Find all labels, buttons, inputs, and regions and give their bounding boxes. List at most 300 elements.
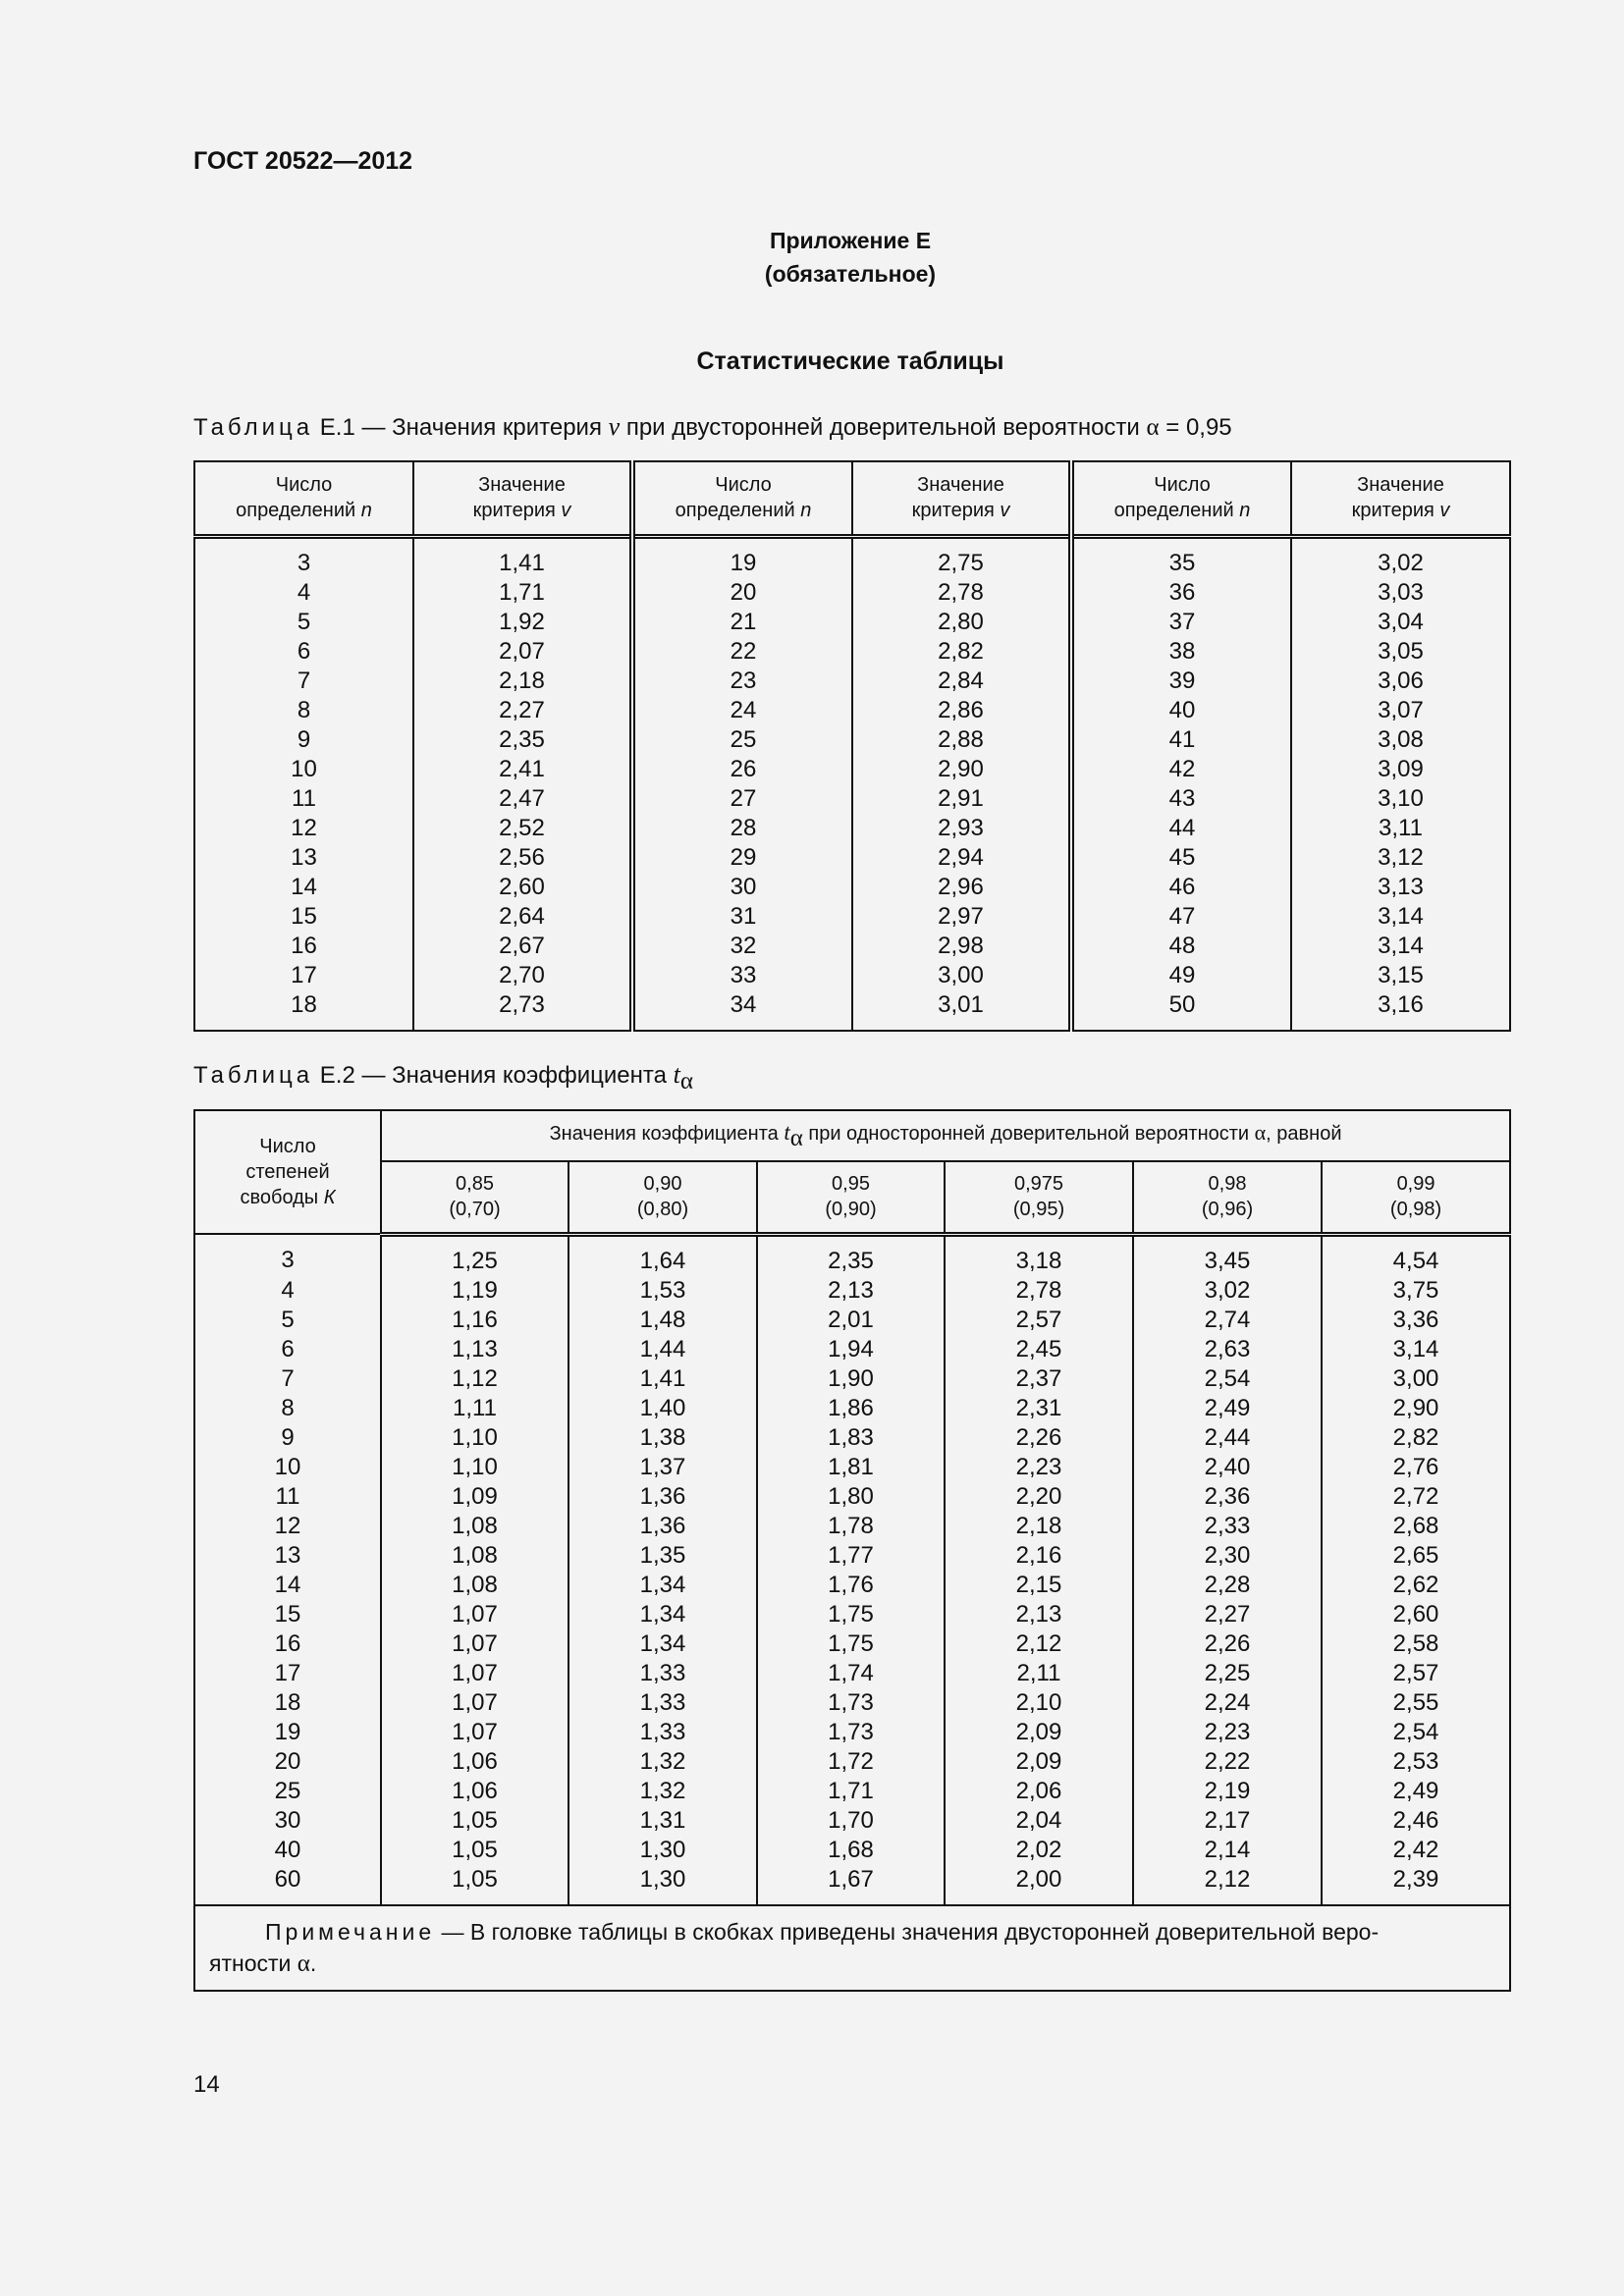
table1-cell-n: 40 — [1071, 696, 1291, 725]
table1-cell-v: 3,15 — [1291, 961, 1510, 990]
table2-cell-t: 1,94 — [757, 1335, 945, 1364]
table2-cell-k: 12 — [194, 1512, 381, 1541]
table2-cell-t: 2,09 — [945, 1747, 1133, 1777]
table-row — [194, 755, 1510, 784]
table2-cell-t: 2,27 — [1133, 1600, 1322, 1629]
table-row — [194, 667, 1510, 696]
table-row — [194, 1234, 1510, 1276]
table2-cell-t: 2,76 — [1322, 1453, 1510, 1482]
table2-cell-t: 2,14 — [1133, 1836, 1322, 1865]
table1-cell-n: 46 — [1071, 873, 1291, 902]
table2-caption-num: Е.2 — Значения коэффициента — [313, 1062, 674, 1089]
section-title: Статистические таблицы — [696, 347, 1004, 375]
table2-cell-t: 2,58 — [1322, 1629, 1510, 1659]
table2-cell-t: 2,54 — [1322, 1718, 1510, 1747]
table2-header-prob: 0,90 (0,80) — [568, 1161, 757, 1234]
table2-cell-t: 1,81 — [757, 1453, 945, 1482]
table2-cell-t: 2,68 — [1322, 1512, 1510, 1541]
table2-cell-t: 3,45 — [1133, 1234, 1322, 1276]
note-text-1: — В головке таблицы в скобках приведены значения двусторонней доверительной веро- — [435, 1918, 1380, 1945]
table1-cell-v: 2,84 — [852, 667, 1071, 696]
table2-cell-t: 1,38 — [568, 1423, 757, 1453]
table-row — [194, 1423, 1510, 1453]
table2-cell-t: 1,68 — [757, 1836, 945, 1865]
table2-cell-t: 2,28 — [1133, 1571, 1322, 1600]
table1-cell-n: 28 — [632, 814, 852, 843]
table1-cell-n: 50 — [1071, 990, 1291, 1031]
table2-cell-k: 19 — [194, 1718, 381, 1747]
table1-cell-n: 25 — [632, 725, 852, 755]
table2-cell-k: 3 — [194, 1234, 381, 1276]
table1-cell-n: 36 — [1071, 578, 1291, 608]
table2-cell-t: 1,37 — [568, 1453, 757, 1482]
table1-cell-v: 2,82 — [852, 637, 1071, 667]
table1-cell-v: 2,52 — [413, 814, 632, 843]
table2-cell-t: 2,12 — [945, 1629, 1133, 1659]
table-row — [194, 902, 1510, 932]
table2-cell-t: 2,13 — [945, 1600, 1133, 1629]
table2-cell-t: 2,19 — [1133, 1777, 1322, 1806]
table2-cell-t: 1,05 — [381, 1836, 568, 1865]
table2-cell-t: 2,26 — [945, 1423, 1133, 1453]
table2-cell-t: 1,25 — [381, 1234, 568, 1276]
table-row — [194, 1600, 1510, 1629]
table2-cell-t: 2,42 — [1322, 1836, 1510, 1865]
table2-cell-t: 2,00 — [945, 1865, 1133, 1905]
table2-cell-t: 2,53 — [1322, 1747, 1510, 1777]
table-row — [194, 932, 1510, 961]
table2-cell-t: 1,76 — [757, 1571, 945, 1600]
table2-cell-t: 2,01 — [757, 1306, 945, 1335]
table2-cell-t: 1,40 — [568, 1394, 757, 1423]
table1-cell-v: 3,11 — [1291, 814, 1510, 843]
table2-cell-t: 1,36 — [568, 1482, 757, 1512]
table1-cell-v: 3,04 — [1291, 608, 1510, 637]
table-row — [194, 637, 1510, 667]
table2-cell-t: 1,33 — [568, 1718, 757, 1747]
table2-cell-t: 4,54 — [1322, 1234, 1510, 1276]
table1-cell-n: 7 — [194, 667, 413, 696]
table2-cell-k: 6 — [194, 1335, 381, 1364]
table2-cell-t: 2,55 — [1322, 1688, 1510, 1718]
table1-header-v: Значение критерия v — [852, 461, 1071, 536]
table1-cell-n: 14 — [194, 873, 413, 902]
table1-cell-n: 29 — [632, 843, 852, 873]
table1-cell-v: 3,07 — [1291, 696, 1510, 725]
table1-cell-n: 31 — [632, 902, 852, 932]
table2-cell-t: 1,73 — [757, 1718, 945, 1747]
table2-cell-k: 4 — [194, 1276, 381, 1306]
table2-cell-t: 2,35 — [757, 1234, 945, 1276]
table2-cell-t: 2,20 — [945, 1482, 1133, 1512]
table2-cell-t: 1,08 — [381, 1571, 568, 1600]
table1-cell-v: 3,08 — [1291, 725, 1510, 755]
table1-cell-v: 3,06 — [1291, 667, 1510, 696]
table2-cell-t: 1,11 — [381, 1394, 568, 1423]
table1-caption-var: v — [608, 412, 621, 441]
table-row — [194, 608, 1510, 637]
table2-cell-t: 3,14 — [1322, 1335, 1510, 1364]
table2-cell-t: 3,75 — [1322, 1276, 1510, 1306]
table2-cell-t: 2,25 — [1133, 1659, 1322, 1688]
table2-cell-t: 1,36 — [568, 1512, 757, 1541]
appendix-title: Приложение Е — [769, 228, 932, 253]
table1-cell-v: 2,88 — [852, 725, 1071, 755]
table2-cell-t: 2,04 — [945, 1806, 1133, 1836]
table1-cell-n: 43 — [1071, 784, 1291, 814]
table1-caption-num: Е.1 — Значения критерия — [313, 414, 609, 441]
table-row — [194, 578, 1510, 608]
table2-cell-t: 1,35 — [568, 1541, 757, 1571]
table2-cell-t: 1,05 — [381, 1865, 568, 1905]
table2-cell-t: 1,10 — [381, 1423, 568, 1453]
table2-cell-t: 2,46 — [1322, 1806, 1510, 1836]
table2-cell-t: 2,02 — [945, 1836, 1133, 1865]
table1-cell-n: 16 — [194, 932, 413, 961]
table1-cell-v: 3,05 — [1291, 637, 1510, 667]
table1-cell-v: 2,67 — [413, 932, 632, 961]
table2-cell-t: 2,40 — [1133, 1453, 1322, 1482]
table1-caption — [193, 412, 1232, 442]
table2-cell-t: 1,10 — [381, 1453, 568, 1482]
table2-cell-k: 5 — [194, 1306, 381, 1335]
table-row — [194, 1335, 1510, 1364]
table2-cell-t: 1,06 — [381, 1777, 568, 1806]
table2-cell-t: 1,70 — [757, 1806, 945, 1836]
table2-cell-t: 2,45 — [945, 1335, 1133, 1364]
table2-cell-t: 2,36 — [1133, 1482, 1322, 1512]
table2-cell-t: 1,80 — [757, 1482, 945, 1512]
table1-cell-v: 2,98 — [852, 932, 1071, 961]
table2-cell-t: 1,83 — [757, 1423, 945, 1453]
table2-cell-t: 2,33 — [1133, 1512, 1322, 1541]
appendix-status: (обязательное) — [764, 261, 937, 287]
table2-note-row — [194, 1905, 1510, 1991]
table2-cell-t: 1,16 — [381, 1306, 568, 1335]
table1-cell-n: 18 — [194, 990, 413, 1031]
table1-cell-n: 39 — [1071, 667, 1291, 696]
table-row — [194, 1718, 1510, 1747]
table1-cell-n: 8 — [194, 696, 413, 725]
table1-cell-n: 42 — [1071, 755, 1291, 784]
table-row — [194, 1276, 1510, 1306]
table2-header-row-1 — [194, 1110, 1510, 1161]
table2-caption — [193, 1060, 693, 1095]
table2-cell-t: 1,07 — [381, 1600, 568, 1629]
table2-cell-t: 1,73 — [757, 1688, 945, 1718]
table1-cell-v: 2,18 — [413, 667, 632, 696]
table1-caption-alpha: α — [1146, 414, 1160, 441]
table-row — [194, 784, 1510, 814]
table2-cell-t: 2,57 — [945, 1306, 1133, 1335]
table2-cell-t: 1,64 — [568, 1234, 757, 1276]
table2-cell-t: 1,32 — [568, 1777, 757, 1806]
table1-cell-n: 5 — [194, 608, 413, 637]
table2-cell-t: 2,13 — [757, 1276, 945, 1306]
table2-cell-t: 2,10 — [945, 1688, 1133, 1718]
table1-cell-n: 13 — [194, 843, 413, 873]
table1-cell-n: 33 — [632, 961, 852, 990]
table2-cell-t: 2,82 — [1322, 1423, 1510, 1453]
table-row — [194, 843, 1510, 873]
table2-cell-t: 1,78 — [757, 1512, 945, 1541]
table2-cell-t: 1,32 — [568, 1747, 757, 1777]
table1-cell-v: 3,14 — [1291, 932, 1510, 961]
table1 — [193, 460, 1511, 1032]
table1-cell-v: 3,03 — [1291, 578, 1510, 608]
table1-cell-n: 20 — [632, 578, 852, 608]
table2-cell-t: 1,07 — [381, 1629, 568, 1659]
table1-cell-n: 19 — [632, 536, 852, 578]
note-end: . — [309, 1949, 317, 1976]
table2-cell-t: 2,24 — [1133, 1688, 1322, 1718]
table2-cell-t: 2,78 — [945, 1276, 1133, 1306]
table1-cell-n: 45 — [1071, 843, 1291, 873]
table2-cell-t: 2,39 — [1322, 1865, 1510, 1905]
table1-cell-v: 3,12 — [1291, 843, 1510, 873]
table2-cell-k: 17 — [194, 1659, 381, 1688]
table-row — [194, 1806, 1510, 1836]
table2-cell-t: 1,19 — [381, 1276, 568, 1306]
table1-cell-v: 1,71 — [413, 578, 632, 608]
table-row — [194, 1364, 1510, 1394]
table2-cell-k: 40 — [194, 1836, 381, 1865]
table2-cell-k: 7 — [194, 1364, 381, 1394]
table2-header-row-2 — [194, 1161, 1510, 1234]
table-row — [194, 1836, 1510, 1865]
table1-header-row — [194, 461, 1510, 536]
table2-cell-k: 13 — [194, 1541, 381, 1571]
table1-cell-v: 2,27 — [413, 696, 632, 725]
table1-cell-n: 44 — [1071, 814, 1291, 843]
table2-cell-t: 1,07 — [381, 1659, 568, 1688]
table1-caption-end: = 0,95 — [1159, 414, 1232, 441]
table1-header-n: Число определений n — [194, 461, 413, 536]
table2-cell-k: 20 — [194, 1747, 381, 1777]
table1-cell-v: 2,73 — [413, 990, 632, 1031]
table2-cell-t: 2,74 — [1133, 1306, 1322, 1335]
table2-cell-t: 1,90 — [757, 1364, 945, 1394]
table1-cell-n: 35 — [1071, 536, 1291, 578]
table2-cell-t: 1,77 — [757, 1541, 945, 1571]
table-row — [194, 1571, 1510, 1600]
table1-cell-v: 2,47 — [413, 784, 632, 814]
table1-cell-n: 9 — [194, 725, 413, 755]
table1-cell-n: 26 — [632, 755, 852, 784]
table1-cell-n: 12 — [194, 814, 413, 843]
table1-cell-v: 2,35 — [413, 725, 632, 755]
table1-cell-n: 48 — [1071, 932, 1291, 961]
table2-header-prob: 0,85 (0,70) — [381, 1161, 568, 1234]
table2-cell-t: 1,34 — [568, 1600, 757, 1629]
table1-cell-v: 2,86 — [852, 696, 1071, 725]
table2-cell-t: 1,53 — [568, 1276, 757, 1306]
table1-header-n: Число определений n — [632, 461, 852, 536]
table2-caption-label: Таблица — [193, 1062, 314, 1089]
table1-cell-n: 30 — [632, 873, 852, 902]
table-row — [194, 1306, 1510, 1335]
table1-cell-v: 3,02 — [1291, 536, 1510, 578]
table-row — [194, 1394, 1510, 1423]
table1-cell-n: 23 — [632, 667, 852, 696]
table1-cell-n: 17 — [194, 961, 413, 990]
table2-cell-k: 8 — [194, 1394, 381, 1423]
table1-caption-rest: при двусторонней доверительной вероятности — [620, 414, 1147, 441]
table2-cell-t: 2,37 — [945, 1364, 1133, 1394]
table1-cell-v: 2,96 — [852, 873, 1071, 902]
table2-cell-t: 1,41 — [568, 1364, 757, 1394]
table1-cell-n: 37 — [1071, 608, 1291, 637]
table2-cell-t: 2,62 — [1322, 1571, 1510, 1600]
table1-cell-v: 3,00 — [852, 961, 1071, 990]
table2-header-prob: 0,98 (0,96) — [1133, 1161, 1322, 1234]
table2-cell-t: 1,05 — [381, 1806, 568, 1836]
table1-cell-v: 2,75 — [852, 536, 1071, 578]
table2-cell-t: 2,09 — [945, 1718, 1133, 1747]
table1-cell-n: 32 — [632, 932, 852, 961]
table2-cell-k: 9 — [194, 1423, 381, 1453]
table2-cell-t: 2,17 — [1133, 1806, 1322, 1836]
table2-cell-t: 2,15 — [945, 1571, 1133, 1600]
note-alpha: α — [297, 1949, 310, 1977]
table1-cell-n: 3 — [194, 536, 413, 578]
table1-cell-v: 3,13 — [1291, 873, 1510, 902]
table1-cell-v: 2,07 — [413, 637, 632, 667]
table2-header-prob: 0,99 (0,98) — [1322, 1161, 1510, 1234]
table1-cell-v: 1,92 — [413, 608, 632, 637]
table2-header-k: Число степеней свободы К — [194, 1110, 381, 1234]
table2-header-prob: 0,95 (0,90) — [757, 1161, 945, 1234]
table2-cell-t: 2,44 — [1133, 1423, 1322, 1453]
table1-cell-n: 24 — [632, 696, 852, 725]
table2-caption-var: t — [673, 1060, 680, 1089]
appendix-heading — [0, 224, 1624, 291]
table2-cell-k: 30 — [194, 1806, 381, 1836]
note-label: Примечание — [265, 1918, 436, 1945]
table2-cell-t: 1,33 — [568, 1659, 757, 1688]
table-row — [194, 873, 1510, 902]
table1-cell-n: 15 — [194, 902, 413, 932]
table2-cell-t: 2,30 — [1133, 1541, 1322, 1571]
table2-cell-t: 1,31 — [568, 1806, 757, 1836]
table1-cell-v: 2,70 — [413, 961, 632, 990]
table2-cell-t: 1,75 — [757, 1600, 945, 1629]
table-row — [194, 1688, 1510, 1718]
table1-cell-n: 22 — [632, 637, 852, 667]
table1-cell-n: 34 — [632, 990, 852, 1031]
table2-cell-k: 25 — [194, 1777, 381, 1806]
table2-cell-t: 1,30 — [568, 1836, 757, 1865]
table-row — [194, 1541, 1510, 1571]
table1-cell-v: 2,64 — [413, 902, 632, 932]
table2-cell-k: 15 — [194, 1600, 381, 1629]
table2-cell-t: 1,34 — [568, 1571, 757, 1600]
table1-cell-v: 2,60 — [413, 873, 632, 902]
table2-cell-k: 18 — [194, 1688, 381, 1718]
table-row — [194, 1747, 1510, 1777]
note-text-2: ятности — [209, 1949, 298, 1976]
table2-cell-t: 2,23 — [1133, 1718, 1322, 1747]
table-row — [194, 1777, 1510, 1806]
table2-cell-t: 2,65 — [1322, 1541, 1510, 1571]
table1-cell-v: 2,78 — [852, 578, 1071, 608]
table-row — [194, 1512, 1510, 1541]
table2-header-prob: 0,975 (0,95) — [945, 1161, 1133, 1234]
table1-cell-v: 3,16 — [1291, 990, 1510, 1031]
table1-cell-v: 3,09 — [1291, 755, 1510, 784]
table2-cell-t: 1,34 — [568, 1629, 757, 1659]
table1-cell-v: 1,41 — [413, 536, 632, 578]
table1-header-n: Число определений n — [1071, 461, 1291, 536]
table1-cell-n: 21 — [632, 608, 852, 637]
table2-cell-t: 1,48 — [568, 1306, 757, 1335]
table2-cell-t: 3,00 — [1322, 1364, 1510, 1394]
table2-cell-t: 1,07 — [381, 1718, 568, 1747]
table-row — [194, 990, 1510, 1031]
table2-cell-t: 2,49 — [1322, 1777, 1510, 1806]
table2-cell-t: 2,90 — [1322, 1394, 1510, 1423]
table2-cell-t: 2,23 — [945, 1453, 1133, 1482]
table2-header-group: Значения коэффициента tα при односторонней доверительной вероятности α, равной — [381, 1110, 1510, 1161]
table1-cell-v: 2,97 — [852, 902, 1071, 932]
table2-cell-t: 2,31 — [945, 1394, 1133, 1423]
document-code: ГОСТ 20522—2012 — [193, 147, 413, 175]
table1-cell-v: 2,91 — [852, 784, 1071, 814]
table2-cell-t: 1,72 — [757, 1747, 945, 1777]
table2-caption-sub: α — [679, 1068, 693, 1095]
table2-cell-t: 1,08 — [381, 1512, 568, 1541]
table2-cell-k: 60 — [194, 1865, 381, 1905]
table1-cell-v: 3,14 — [1291, 902, 1510, 932]
table2-cell-t: 1,86 — [757, 1394, 945, 1423]
table2-cell-t: 2,26 — [1133, 1629, 1322, 1659]
table2-cell-t: 1,67 — [757, 1865, 945, 1905]
table2-note — [194, 1905, 1510, 1991]
table-row — [194, 1659, 1510, 1688]
table1-cell-n: 41 — [1071, 725, 1291, 755]
table2-cell-t: 2,22 — [1133, 1747, 1322, 1777]
table-row — [194, 1453, 1510, 1482]
table-row — [194, 536, 1510, 578]
table1-cell-n: 47 — [1071, 902, 1291, 932]
table2-cell-t: 2,11 — [945, 1659, 1133, 1688]
table-row — [194, 725, 1510, 755]
table1-cell-n: 27 — [632, 784, 852, 814]
table1-cell-n: 49 — [1071, 961, 1291, 990]
table1-cell-n: 4 — [194, 578, 413, 608]
table2-cell-t: 2,57 — [1322, 1659, 1510, 1688]
table2-cell-t: 2,06 — [945, 1777, 1133, 1806]
table1-cell-n: 10 — [194, 755, 413, 784]
table-row — [194, 696, 1510, 725]
table2-cell-t: 1,33 — [568, 1688, 757, 1718]
table2-cell-t: 3,02 — [1133, 1276, 1322, 1306]
table1-header-v: Значение критерия v — [1291, 461, 1510, 536]
table-row — [194, 1482, 1510, 1512]
table2 — [193, 1109, 1511, 1992]
table2-cell-k: 14 — [194, 1571, 381, 1600]
table-row — [194, 814, 1510, 843]
table-row — [194, 1629, 1510, 1659]
page-number: 14 — [193, 2071, 220, 2098]
table2-cell-t: 1,74 — [757, 1659, 945, 1688]
table1-cell-v: 2,90 — [852, 755, 1071, 784]
table1-cell-v: 2,56 — [413, 843, 632, 873]
table2-cell-t: 3,18 — [945, 1234, 1133, 1276]
table1-cell-v: 3,10 — [1291, 784, 1510, 814]
table2-cell-t: 1,13 — [381, 1335, 568, 1364]
table2-cell-t: 2,54 — [1133, 1364, 1322, 1394]
